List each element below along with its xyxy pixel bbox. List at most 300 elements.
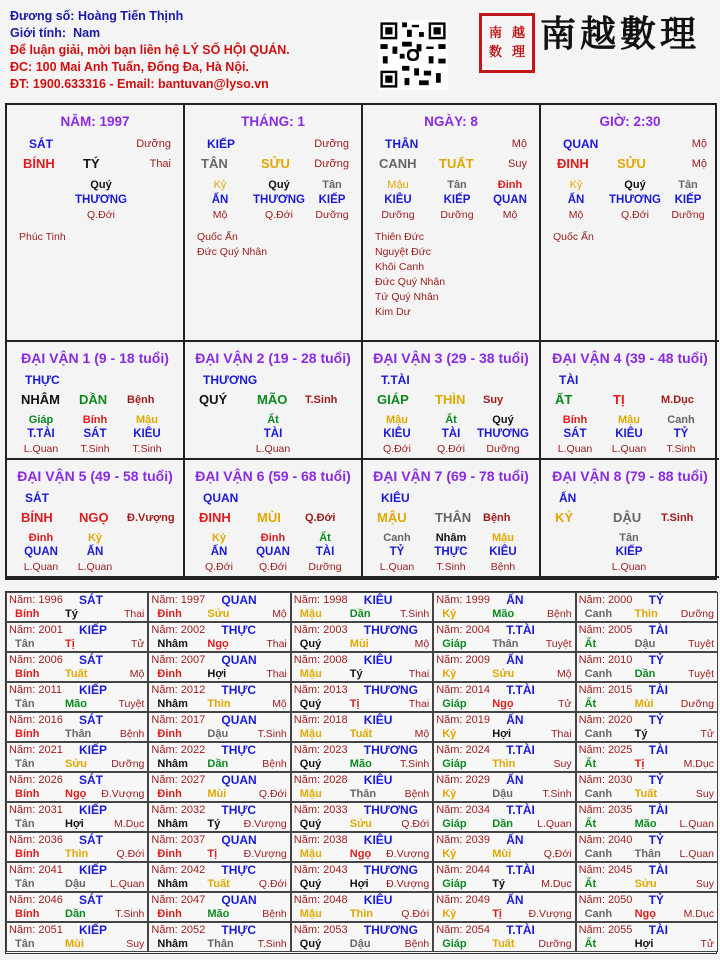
year-ten-god: T.TÀI xyxy=(506,923,535,937)
year-label: Năm: 1999 xyxy=(436,594,491,606)
year-cell xyxy=(6,652,148,682)
hidden-stage: Mộ xyxy=(212,209,228,221)
year-ten-god: TÀI xyxy=(648,923,668,937)
hidden-stem: Quý xyxy=(90,179,112,191)
year-cell xyxy=(433,772,575,802)
year-cell xyxy=(576,802,718,832)
year-label: Năm: 2025 xyxy=(578,744,633,756)
year-cell xyxy=(291,892,433,922)
pillar-branch: TÝ xyxy=(83,156,100,171)
year-stage: Q.Đới xyxy=(401,908,430,920)
year-branch: Mùi xyxy=(492,848,512,860)
luck-hidden-stage: Dưỡng xyxy=(486,443,520,455)
year-label: Năm: 2027 xyxy=(151,774,206,786)
year-cell xyxy=(291,652,433,682)
luck-hidden-god: QUAN xyxy=(256,546,290,558)
year-stage: Đ.Vượng xyxy=(386,878,430,890)
year-cell xyxy=(291,862,433,892)
luck-ten-god: QUAN xyxy=(203,491,239,505)
luck-hidden-stem: Quý xyxy=(492,414,514,426)
year-stem: Canh xyxy=(584,788,613,800)
year-branch: Sửu xyxy=(207,608,230,620)
year-label: Năm: 2037 xyxy=(151,834,206,846)
luck-stem: QUÝ xyxy=(199,392,228,407)
pillar-title: THÁNG: 1 xyxy=(241,114,305,129)
year-cell xyxy=(6,742,148,772)
luck-stage: M.Dục xyxy=(661,394,694,406)
year-ten-god: THỰC xyxy=(221,803,257,817)
year-ten-god: SÁT xyxy=(79,773,103,787)
year-label: Năm: 2031 xyxy=(9,804,63,816)
year-branch: Dần xyxy=(349,608,371,620)
hidden-stage: Q.Đới xyxy=(621,209,649,221)
year-number: 2040 xyxy=(607,834,633,846)
year-cell xyxy=(148,862,290,892)
luck-hidden-stage: L.Quan xyxy=(611,443,647,455)
luck-hidden-god: SÁT xyxy=(563,428,587,440)
year-branch: Tị xyxy=(492,908,502,920)
year-cell xyxy=(148,832,290,862)
year-cell xyxy=(576,652,718,682)
year-stage: T.Sinh xyxy=(400,608,430,620)
gender-value: Nam xyxy=(73,26,101,40)
year-branch: Ngọ xyxy=(65,788,87,800)
year-ten-god: QUAN xyxy=(221,713,257,727)
year-cell xyxy=(433,712,575,742)
year-cell xyxy=(576,592,718,622)
special-star: Quốc Ấn xyxy=(197,231,238,243)
year-branch: Mão xyxy=(634,818,657,830)
year-number: 2043 xyxy=(323,864,348,876)
year-number: 2025 xyxy=(607,744,633,756)
luck-stage: Đ.Vượng xyxy=(127,512,175,524)
year-stem: Kỷ xyxy=(442,788,457,800)
year-branch: Hợi xyxy=(349,878,369,890)
year-ten-god: KIẾP xyxy=(79,923,108,937)
qr-code-icon xyxy=(378,20,448,90)
year-cell xyxy=(576,742,718,772)
year-label: Năm: 2035 xyxy=(578,804,633,816)
year-number: 2041 xyxy=(38,864,63,876)
luck-hidden-god: ẤN xyxy=(210,546,228,558)
year-branch: Dậu xyxy=(349,938,371,950)
year-stage: Mộ xyxy=(272,608,287,620)
year-stem: Quý xyxy=(299,938,322,950)
hidden-god: QUAN xyxy=(493,194,527,206)
year-stem: Giáp xyxy=(442,698,467,710)
luck-pillar-cell xyxy=(185,460,363,578)
year-branch: Hợi xyxy=(492,728,512,740)
year-stem: Tân xyxy=(15,758,35,770)
year-label: Năm: 2020 xyxy=(578,714,633,726)
year-stage: Mộ xyxy=(556,668,572,680)
year-branch: Sửu xyxy=(492,668,515,680)
year-ten-god: KIÊU xyxy=(363,833,393,847)
pillar-stage: Mộ xyxy=(691,138,707,150)
luck-hidden-god: KIÊU xyxy=(615,428,643,440)
year-stage: T.Sinh xyxy=(542,788,572,800)
year-stem: Quý xyxy=(299,638,322,650)
year-stem: Mậu xyxy=(299,728,322,740)
luck-hidden-stage: Q.Đới xyxy=(437,443,465,455)
year-stage: Đ.Vượng xyxy=(528,908,572,920)
pillar-cell xyxy=(541,105,719,342)
pillar-title: NGÀY: 8 xyxy=(424,114,478,129)
year-stage: Đ.Vượng xyxy=(386,848,430,860)
year-number: 2023 xyxy=(323,744,348,756)
year-ten-god: TỶ xyxy=(648,593,664,607)
luck-hidden-stem: Mậu xyxy=(492,532,514,544)
luck-branch: TỊ xyxy=(613,392,625,407)
year-branch: Thân xyxy=(349,788,377,800)
hidden-stage: Mộ xyxy=(568,209,584,221)
year-label: Năm: 2054 xyxy=(436,924,491,936)
year-number: 2054 xyxy=(465,924,491,936)
brand-calligraphy: 南越數理 xyxy=(540,13,701,55)
year-cell xyxy=(433,622,575,652)
pillar-nayin: Dưỡng xyxy=(314,158,349,170)
year-stage: Tuyệt xyxy=(118,698,145,710)
year-number: 2022 xyxy=(180,744,206,756)
year-stem: Ất xyxy=(584,818,597,830)
year-ten-god: THƯƠNG xyxy=(363,623,418,637)
luck-hidden-god: QUAN xyxy=(24,546,58,558)
year-cell xyxy=(6,802,148,832)
year-cell xyxy=(576,772,718,802)
contact-line: Để luận giải, mời bạn liên hệ LÝ SỐ HỘI QUÁN. xyxy=(10,43,290,57)
year-branch: Tý xyxy=(207,818,221,830)
year-branch: Tị xyxy=(634,758,645,770)
year-label: Năm: 2049 xyxy=(436,894,491,906)
luck-hidden-god: KIÊU xyxy=(133,428,161,440)
pillar-branch: SỬU xyxy=(617,156,646,171)
year-label: Năm: 2045 xyxy=(578,864,633,876)
year-branch: Tuất xyxy=(65,668,88,680)
year-stage: Suy xyxy=(126,938,145,950)
year-branch: Tý xyxy=(492,878,506,890)
year-branch: Sửu xyxy=(349,818,372,830)
year-cell xyxy=(576,922,718,952)
year-stem: Nhâm xyxy=(157,938,188,950)
year-stage: Thai xyxy=(408,668,430,680)
year-label: Năm: 2050 xyxy=(578,894,633,906)
year-label: Năm: 2011 xyxy=(9,684,62,696)
year-label: Năm: 2008 xyxy=(293,654,348,666)
pillar-nayin: Thai xyxy=(149,158,171,170)
year-number: 2028 xyxy=(323,774,348,786)
phone-email-line: ĐT: 1900.633316 - Email: bantuvan@lyso.vn xyxy=(10,77,269,91)
luck-ten-god: TÀI xyxy=(559,373,579,387)
year-branch: Tị xyxy=(65,638,75,650)
year-cell xyxy=(291,922,433,952)
luck-hidden-stem: Mậu xyxy=(386,414,408,426)
year-stem: Bính xyxy=(15,728,40,740)
year-stem: Giáp xyxy=(442,938,467,950)
year-label: Năm: 2000 xyxy=(578,594,633,606)
luck-pillar-cell xyxy=(7,342,185,460)
year-label: Năm: 2032 xyxy=(151,804,206,816)
luck-hidden-stem: Đinh xyxy=(260,532,286,544)
year-stem: Đinh xyxy=(157,728,182,740)
year-cell xyxy=(291,712,433,742)
year-ten-god: KIẾP xyxy=(79,863,108,877)
luck-hidden-stage: T.Sinh xyxy=(132,443,162,455)
year-stem: Quý xyxy=(299,698,322,710)
year-branch: Mùi xyxy=(207,788,227,800)
hidden-stage: Dưỡng xyxy=(671,209,705,221)
hidden-stage: Dưỡng xyxy=(440,209,474,221)
luck-branch: MÃO xyxy=(257,392,288,407)
year-stem: Đinh xyxy=(157,608,182,620)
year-ten-god: TÀI xyxy=(648,743,668,757)
year-branch: Mão xyxy=(492,608,515,620)
year-stage: Bệnh xyxy=(262,758,287,770)
pillar-stem: ĐINH xyxy=(557,156,589,171)
year-label: Năm: 2003 xyxy=(293,624,348,636)
year-ten-god: THỰC xyxy=(221,743,257,757)
year-label: Năm: 2053 xyxy=(293,924,348,936)
year-stage: L.Quan xyxy=(679,818,714,830)
year-branch: Thìn xyxy=(492,758,516,770)
year-number: 2000 xyxy=(607,594,633,606)
special-star: Khôi Canh xyxy=(375,261,425,273)
year-branch: Ngọ xyxy=(207,638,229,650)
year-stage: Thai xyxy=(266,668,287,680)
special-star: Thiên Đức xyxy=(375,231,425,243)
luck-stage: T.Sinh xyxy=(305,394,338,406)
year-branch: Mùi xyxy=(349,638,369,650)
year-cell xyxy=(6,592,148,622)
luck-hidden-stage: Dưỡng xyxy=(308,561,342,573)
luck-stem: MẬU xyxy=(377,510,407,525)
luck-hidden-stem: Kỷ xyxy=(211,532,227,544)
year-number: 2050 xyxy=(607,894,633,906)
year-ten-god: T.TÀI xyxy=(506,623,535,637)
year-stem: Mậu xyxy=(299,668,322,680)
year-label: Năm: 2021 xyxy=(9,744,63,756)
year-stem: Ất xyxy=(584,878,597,890)
year-stage: Mộ xyxy=(414,638,430,650)
year-number: 2003 xyxy=(323,624,348,636)
year-cell xyxy=(148,622,290,652)
year-label: Năm: 2038 xyxy=(293,834,348,846)
hidden-god: KIẾP xyxy=(443,194,471,206)
year-number: 2006 xyxy=(38,654,63,666)
year-stem: Đinh xyxy=(157,788,182,800)
year-number: 2034 xyxy=(465,804,491,816)
year-label: Năm: 2028 xyxy=(293,774,348,786)
year-number: 2005 xyxy=(607,624,633,636)
pillar-ten-god: SÁT xyxy=(29,137,53,151)
pillar-grid xyxy=(5,103,717,580)
year-cell xyxy=(576,712,718,742)
year-stage: Bệnh xyxy=(404,938,430,950)
year-number: 2019 xyxy=(465,714,491,726)
year-stem: Nhâm xyxy=(157,638,188,650)
luck-stem: GIÁP xyxy=(377,392,409,407)
year-cell xyxy=(6,622,148,652)
year-stage: T.Sinh xyxy=(400,758,430,770)
year-branch: Thìn xyxy=(349,908,374,920)
hidden-god: ẤN xyxy=(211,194,229,206)
year-cell xyxy=(576,892,718,922)
luck-pillar-cell xyxy=(363,342,541,460)
hidden-stem: Quý xyxy=(268,179,290,191)
year-cell xyxy=(6,862,148,892)
year-label: Năm: 2017 xyxy=(151,714,206,726)
year-stem: Ất xyxy=(584,638,597,650)
luck-hidden-god: TỶ xyxy=(673,428,689,440)
annual-years-table xyxy=(5,591,717,954)
hidden-stem: Kỷ xyxy=(569,179,583,191)
year-number: 2037 xyxy=(180,834,206,846)
pillar-ten-god: THÂN xyxy=(385,137,419,151)
year-cell xyxy=(148,802,290,832)
year-number: 2052 xyxy=(180,924,206,936)
year-branch: Tuất xyxy=(349,728,373,740)
luck-hidden-god: THỰC xyxy=(434,546,468,558)
year-label: Năm: 1996 xyxy=(9,594,63,606)
pillar-title: NĂM: 1997 xyxy=(60,114,130,129)
year-ten-god: ẤN xyxy=(506,893,524,907)
year-stage: Tử xyxy=(558,698,572,710)
year-stem: Giáp xyxy=(442,878,467,890)
year-cell xyxy=(433,892,575,922)
header-info xyxy=(10,8,370,93)
year-number: 2038 xyxy=(323,834,348,846)
luck-hidden-stage: T.Sinh xyxy=(666,443,696,455)
year-label: Năm: 2013 xyxy=(293,684,348,696)
year-cell xyxy=(148,742,290,772)
year-ten-god: TỶ xyxy=(648,653,664,667)
luck-stage: T.Sinh xyxy=(661,512,694,524)
year-ten-god: T.TÀI xyxy=(506,683,535,697)
year-number: 2029 xyxy=(465,774,491,786)
year-stage: Q.Đới xyxy=(258,878,287,890)
year-stem: Đinh xyxy=(157,908,182,920)
year-cell xyxy=(433,682,575,712)
luck-stem: KỶ xyxy=(555,510,574,525)
year-number: 2012 xyxy=(180,684,206,696)
year-stage: T.Sinh xyxy=(257,728,287,740)
year-label: Năm: 2022 xyxy=(151,744,206,756)
hidden-god: ẤN xyxy=(567,194,585,206)
year-label: Năm: 2007 xyxy=(151,654,206,666)
hidden-stage: Q.Đới xyxy=(265,209,293,221)
year-label: Năm: 2043 xyxy=(293,864,348,876)
year-cell xyxy=(6,772,148,802)
year-ten-god: THƯƠNG xyxy=(363,743,418,757)
year-ten-god: KIÊU xyxy=(363,653,393,667)
year-branch: Mùi xyxy=(65,938,84,950)
year-number: 2017 xyxy=(180,714,206,726)
year-stage: T.Sinh xyxy=(257,938,287,950)
luck-stage: Suy xyxy=(483,394,504,406)
luck-branch: NGỌ xyxy=(79,510,109,525)
year-branch: Dần xyxy=(492,818,513,830)
year-branch: Mão xyxy=(349,758,372,770)
year-number: 2011 xyxy=(38,684,62,696)
year-number: 2026 xyxy=(38,774,63,786)
year-stem: Nhâm xyxy=(157,818,188,830)
hidden-stem: Kỷ xyxy=(213,179,227,191)
luck-hidden-stem: Nhâm xyxy=(435,532,467,544)
seal-char: 南 xyxy=(488,25,502,41)
year-branch: Dậu xyxy=(634,638,656,650)
luck-hidden-god: TỶ xyxy=(389,546,405,558)
year-cell xyxy=(433,832,575,862)
year-ten-god: KIẾP xyxy=(79,803,108,817)
year-stage: L.Quan xyxy=(109,878,145,890)
hidden-god: KIẾP xyxy=(674,194,702,206)
year-branch: Thìn xyxy=(634,608,658,620)
year-branch: Sửu xyxy=(634,878,657,890)
year-number: 2030 xyxy=(607,774,633,786)
year-branch: Tuất xyxy=(207,878,230,890)
luck-hidden-stem: Đinh xyxy=(28,532,54,544)
year-number: 2053 xyxy=(323,924,348,936)
year-ten-god: T.TÀI xyxy=(506,803,535,817)
year-number: 2048 xyxy=(323,894,348,906)
year-cell xyxy=(291,592,433,622)
year-label: Năm: 2023 xyxy=(293,744,348,756)
year-branch: Sửu xyxy=(65,758,88,770)
year-stem: Mậu xyxy=(299,848,322,860)
year-label: Năm: 2009 xyxy=(436,654,491,666)
luck-stem: ẤT xyxy=(555,392,573,407)
year-stage: Đ.Vượng xyxy=(101,788,145,800)
year-ten-god: TỶ xyxy=(648,833,664,847)
hidden-stem: Mậu xyxy=(387,179,409,191)
luck-title: ĐẠI VẬN 8 (79 - 88 tuổi) xyxy=(552,468,708,484)
luck-stage: Bệnh xyxy=(483,512,511,524)
year-stage: Tử xyxy=(130,638,145,650)
luck-hidden-god: TÀI xyxy=(441,428,461,440)
year-ten-god: TÀI xyxy=(648,623,668,637)
luck-title: ĐẠI VẬN 2 (19 - 28 tuổi) xyxy=(195,350,351,366)
year-number: 2031 xyxy=(38,804,63,816)
year-branch: Tý xyxy=(349,668,363,680)
year-cell xyxy=(576,682,718,712)
year-stem: Kỷ xyxy=(442,908,457,920)
year-cell xyxy=(6,892,148,922)
year-stem: Canh xyxy=(584,908,613,920)
year-cell xyxy=(148,652,290,682)
pillar-branch: TUẤT xyxy=(439,156,474,171)
year-ten-god: THỰC xyxy=(221,863,257,877)
special-star: Phúc Tinh xyxy=(19,231,66,243)
year-cell xyxy=(148,682,290,712)
year-ten-god: QUAN xyxy=(221,893,257,907)
year-stage: Suy xyxy=(553,758,572,770)
year-number: 2024 xyxy=(465,744,491,756)
pillar-branch: SỬU xyxy=(261,156,290,171)
year-branch: Thân xyxy=(65,728,92,740)
year-cell xyxy=(6,832,148,862)
year-ten-god: TỶ xyxy=(648,773,664,787)
year-ten-god: THỰC xyxy=(221,623,257,637)
year-ten-god: T.TÀI xyxy=(506,743,535,757)
hidden-stem: Tân xyxy=(678,179,698,191)
year-branch: Dần xyxy=(634,668,656,680)
year-stage: Đ.Vượng xyxy=(243,818,287,830)
luck-hidden-god: T.TÀI xyxy=(27,428,55,440)
year-stage: M.Dục xyxy=(683,908,714,920)
luck-hidden-god: TÀI xyxy=(315,546,335,558)
year-number: 2014 xyxy=(465,684,491,696)
year-ten-god: QUAN xyxy=(221,593,257,607)
pillar-ten-god: QUAN xyxy=(563,137,599,151)
